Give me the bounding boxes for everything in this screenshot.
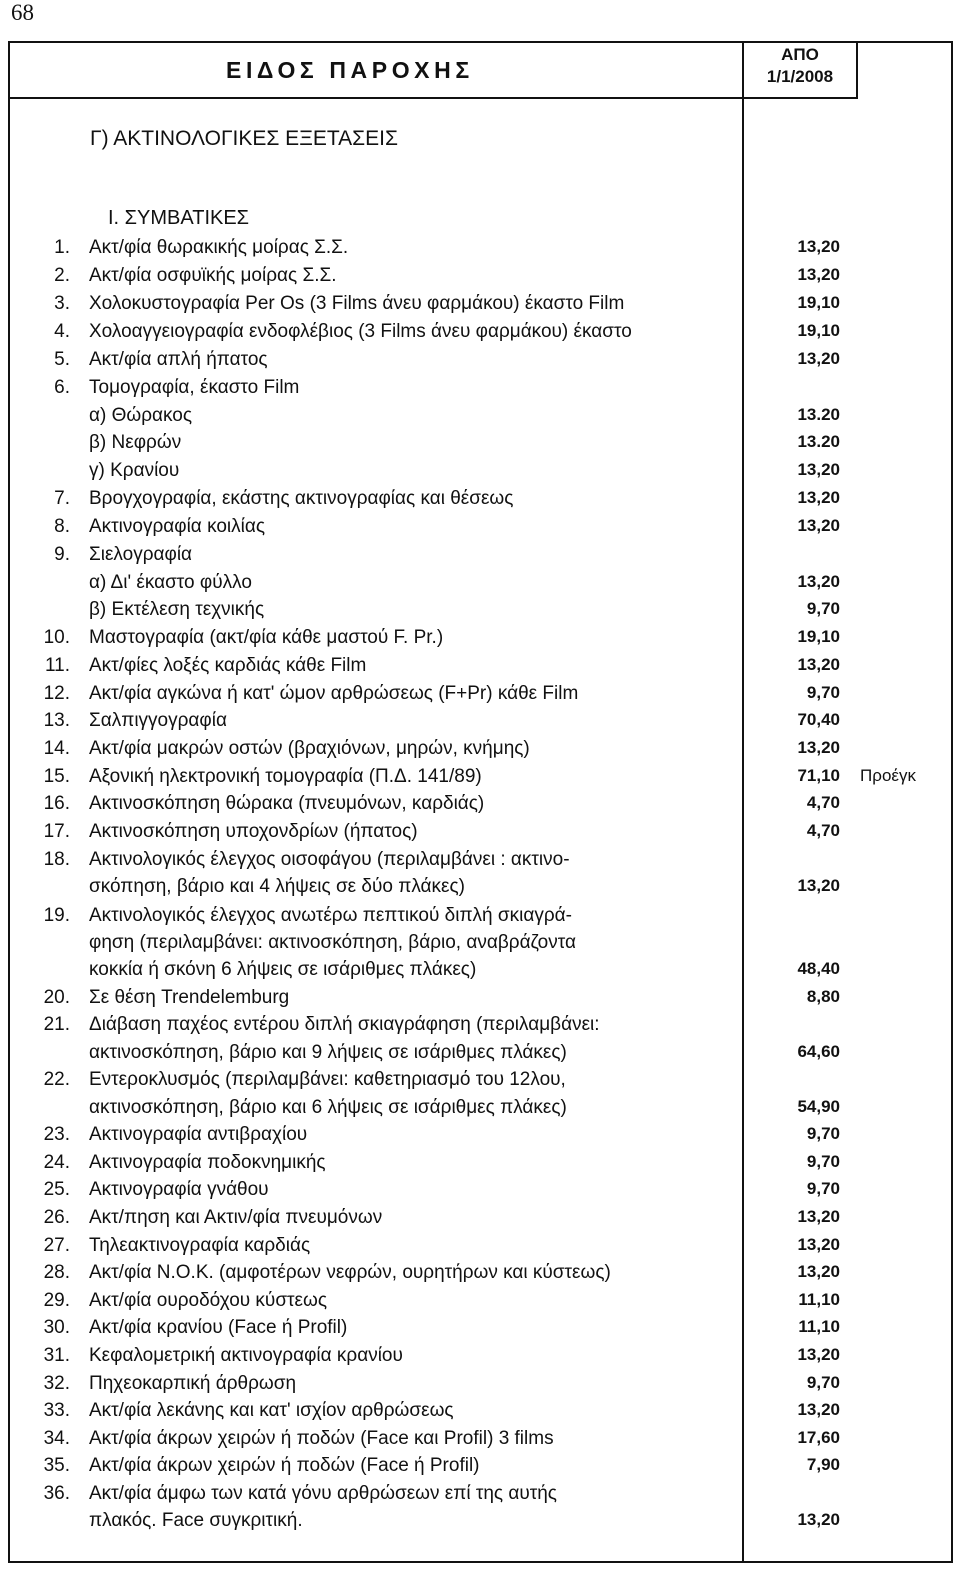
table-row bbox=[0, 905, 960, 932]
table-row bbox=[0, 1207, 960, 1234]
item-number: 29. bbox=[43, 1290, 70, 1311]
item-price: 64,60 bbox=[797, 1042, 840, 1061]
item-price: 19,10 bbox=[797, 627, 840, 646]
item-number: 18. bbox=[43, 849, 70, 870]
item-number: 35. bbox=[43, 1455, 70, 1476]
item-number: 16. bbox=[43, 793, 70, 814]
table-row bbox=[0, 1262, 960, 1289]
item-price: 13.20 bbox=[797, 405, 840, 424]
item-description: ακτινοσκόπηση, βάριο και 9 λήψεις σε ισάριθμες πλάκες) bbox=[89, 1042, 567, 1063]
item-description: Ακτινοσκόπηση υποχονδρίων (ήπατος) bbox=[89, 821, 418, 842]
table-row bbox=[0, 1179, 960, 1206]
table-row bbox=[0, 544, 960, 571]
item-price: 13,20 bbox=[797, 349, 840, 368]
table-row bbox=[0, 655, 960, 682]
column-heading-apo bbox=[744, 44, 856, 88]
table-row bbox=[0, 849, 960, 876]
item-price: 71,10 bbox=[797, 766, 840, 785]
table-row bbox=[0, 1428, 960, 1455]
item-price: 13,20 bbox=[797, 1510, 840, 1529]
table-row bbox=[0, 321, 960, 348]
item-description: Διάβαση παχέος εντέρου διπλή σκιαγράφηση (περιλαμβάνει: bbox=[89, 1014, 600, 1035]
table-row bbox=[0, 766, 960, 793]
item-description: Ακτινογραφία ποδοκνημικής bbox=[89, 1152, 326, 1173]
item-description: Σε θέση Trendelemburg bbox=[89, 987, 290, 1008]
item-description: κοκκία ή σκόνη 6 λήψεις σε ισάριθμες πλάκες) bbox=[89, 959, 477, 980]
item-description: Χολοαγγειογραφία ενδοφλέβιος (3 Films άνευ φαρμάκου) έκαστο bbox=[89, 321, 632, 342]
table-row bbox=[0, 710, 960, 737]
table-row bbox=[0, 1483, 960, 1510]
item-description: α) Θώρακος bbox=[89, 405, 192, 426]
item-number: 30. bbox=[43, 1317, 70, 1338]
item-number: 14. bbox=[43, 738, 70, 759]
item-note: Προέγκ bbox=[860, 766, 916, 785]
item-description: Ακτ/φία Ν.Ο.Κ. (αμφοτέρων νεφρών, ουρητήρων και κύστεως) bbox=[89, 1262, 611, 1283]
table-row bbox=[0, 876, 960, 903]
item-number: 32. bbox=[43, 1373, 70, 1394]
item-number: 24. bbox=[43, 1152, 70, 1173]
item-price: 7,90 bbox=[806, 1455, 840, 1474]
item-number: 17. bbox=[43, 821, 70, 842]
table-row bbox=[0, 1373, 960, 1400]
item-price: 13,20 bbox=[797, 655, 840, 674]
apo-label: ΑΠΟ bbox=[781, 45, 819, 64]
item-number: 31. bbox=[43, 1345, 70, 1366]
item-description: σκόπηση, βάριο και 4 λήψεις σε δύο πλάκες) bbox=[89, 876, 465, 897]
column-divider bbox=[856, 41, 858, 99]
subsection-title: Ι. ΣΥΜΒΑΤΙΚΕΣ bbox=[108, 207, 250, 229]
item-number: 5. bbox=[54, 349, 70, 370]
page-number: 68 bbox=[11, 0, 34, 25]
item-description: Ακτινολογικός έλεγχος ανωτέρω πεπτικού διπλή σκιαγρά- bbox=[89, 905, 572, 926]
item-description: Τομογραφία, έκαστο Film bbox=[89, 377, 300, 398]
table-row bbox=[0, 1042, 960, 1069]
item-description: Ακτινολογικός έλεγχος οισοφάγου (περιλαμβάνει : ακτινο- bbox=[89, 849, 570, 870]
table-row bbox=[0, 293, 960, 320]
table-row bbox=[0, 265, 960, 292]
item-description: Ακτ/φίες λοξές καρδιάς κάθε Film bbox=[89, 655, 367, 676]
column-heading-kind: ΕΙΔΟΣ ΠΑΡΟΧΗΣ bbox=[226, 57, 474, 83]
item-price: 9,70 bbox=[806, 599, 840, 618]
item-description: Ακτ/φία άμφω των κατά γόνυ αρθρώσεων επί της αυτής bbox=[89, 1483, 557, 1504]
table-row bbox=[0, 1014, 960, 1041]
item-description: Ακτ/φία λεκάνης και κατ' ισχίον αρθρώσεως bbox=[89, 1400, 454, 1421]
item-price: 13,20 bbox=[797, 1262, 840, 1281]
item-number: 12. bbox=[43, 683, 70, 704]
item-description: Ακτ/φία οσφυϊκής μοίρας Σ.Σ. bbox=[89, 265, 337, 286]
item-description: Τηλεακτινογραφία καρδιάς bbox=[89, 1235, 311, 1256]
item-description: Ακτ/φία αγκώνα ή κατ' ώμον αρθρώσεως (F+Pr) κάθε Film bbox=[89, 683, 579, 704]
item-number: 6. bbox=[54, 377, 70, 398]
item-number: 3. bbox=[54, 293, 70, 314]
table-row bbox=[0, 793, 960, 820]
item-number: 4. bbox=[54, 321, 70, 342]
item-description: β) Νεφρών bbox=[89, 432, 182, 453]
table-row bbox=[0, 1317, 960, 1344]
item-price: 9,70 bbox=[806, 1179, 840, 1198]
item-price: 9,70 bbox=[806, 1373, 840, 1392]
item-number: 13. bbox=[43, 710, 70, 731]
table-row bbox=[0, 1152, 960, 1179]
item-description: Βρογχογραφία, εκάστης ακτινογραφίας και θέσεως bbox=[89, 488, 514, 509]
item-price: 13,20 bbox=[797, 265, 840, 284]
item-price: 13,20 bbox=[797, 460, 840, 479]
apo-date: 1/1/2008 bbox=[766, 67, 834, 86]
item-description: Μαστογραφία (ακτ/φία κάθε μαστού F. Pr.) bbox=[89, 627, 444, 648]
item-number: 23. bbox=[43, 1124, 70, 1145]
table-row bbox=[0, 349, 960, 376]
item-description: Αξονική ηλεκτρονική τομογραφία (Π.Δ. 141/89) bbox=[89, 766, 482, 787]
item-number: 9. bbox=[54, 544, 70, 565]
item-price: 70,40 bbox=[797, 710, 840, 729]
table-row bbox=[0, 1455, 960, 1482]
table-row bbox=[0, 932, 960, 959]
item-description: γ) Κρανίου bbox=[89, 460, 180, 481]
item-price: 13,20 bbox=[797, 1235, 840, 1254]
item-description: Χολοκυστογραφία Per Os (3 Films άνευ φαρμάκου) έκαστο Film bbox=[89, 293, 625, 314]
table-row bbox=[0, 1235, 960, 1262]
item-description: Ακτ/πηση και Ακτιν/φία πνευμόνων bbox=[89, 1207, 383, 1228]
item-description: φηση (περιλαμβάνει: ακτινοσκόπηση, βάριο, αναβράζοντα bbox=[89, 932, 576, 953]
table-row bbox=[0, 1069, 960, 1096]
table-row bbox=[0, 683, 960, 710]
item-price: 13,20 bbox=[797, 516, 840, 535]
item-price: 9,70 bbox=[806, 1152, 840, 1171]
item-number: 8. bbox=[54, 516, 70, 537]
item-description: πλακός. Face συγκριτική. bbox=[89, 1510, 303, 1531]
item-price: 13,20 bbox=[797, 572, 840, 591]
item-description: β) Εκτέλεση τεχνικής bbox=[89, 599, 265, 620]
item-price: 13,20 bbox=[797, 876, 840, 895]
item-number: 28. bbox=[43, 1262, 70, 1283]
table-row bbox=[0, 1400, 960, 1427]
table-row bbox=[0, 627, 960, 654]
header-divider bbox=[8, 97, 858, 99]
item-price: 11,10 bbox=[798, 1290, 840, 1309]
item-description: Ακτ/φία απλή ήπατος bbox=[89, 349, 268, 370]
item-description: Κεφαλομετρική ακτινογραφία κρανίου bbox=[89, 1345, 403, 1366]
item-description: Σαλπιγγογραφία bbox=[89, 710, 227, 731]
item-price: 4,70 bbox=[806, 821, 840, 840]
table-row bbox=[0, 237, 960, 264]
item-number: 10. bbox=[43, 627, 70, 648]
table-row bbox=[0, 405, 960, 432]
item-price: 13,20 bbox=[797, 1400, 840, 1419]
item-number: 22. bbox=[43, 1069, 70, 1090]
item-number: 11. bbox=[44, 655, 70, 676]
item-description: ακτινοσκόπηση, βάριο και 6 λήψεις σε ισάριθμες πλάκες) bbox=[89, 1097, 567, 1118]
table-row bbox=[0, 1124, 960, 1151]
item-price: 13,20 bbox=[797, 237, 840, 256]
item-price: 4,70 bbox=[806, 793, 840, 812]
item-price: 13.20 bbox=[797, 432, 840, 451]
table-row bbox=[0, 987, 960, 1014]
item-number: 27. bbox=[43, 1235, 70, 1256]
item-price: 13,20 bbox=[797, 738, 840, 757]
item-price: 48,40 bbox=[797, 959, 840, 978]
table-row bbox=[0, 516, 960, 543]
item-number: 1. bbox=[54, 237, 70, 258]
table-row bbox=[0, 1097, 960, 1124]
item-number: 2. bbox=[54, 265, 70, 286]
item-price: 13,20 bbox=[797, 1345, 840, 1364]
item-price: 17,60 bbox=[797, 1428, 840, 1447]
item-number: 15. bbox=[43, 766, 70, 787]
table-row bbox=[0, 599, 960, 626]
item-number: 34. bbox=[43, 1428, 70, 1449]
table-row bbox=[0, 460, 960, 487]
table-row bbox=[0, 432, 960, 459]
table-row bbox=[0, 572, 960, 599]
item-number: 7. bbox=[54, 488, 70, 509]
item-description: Ακτ/φία κρανίου (Face ή Profil) bbox=[89, 1317, 348, 1338]
item-description: Ακτ/φία άκρων χειρών ή ποδών (Face και Profil) 3 films bbox=[89, 1428, 554, 1449]
item-number: 20. bbox=[43, 987, 70, 1008]
item-price: 11,10 bbox=[798, 1317, 840, 1336]
item-description: Πηχεοκαρπική άρθρωση bbox=[89, 1373, 297, 1394]
item-description: Εντεροκλυσμός (περιλαμβάνει: καθετηριασμό του 12λου, bbox=[89, 1069, 566, 1090]
table-row bbox=[0, 738, 960, 765]
item-number: 26. bbox=[43, 1207, 70, 1228]
table-row bbox=[0, 1510, 960, 1537]
item-description: Ακτινογραφία γνάθου bbox=[89, 1179, 269, 1200]
item-description: Ακτ/φία άκρων χειρών ή ποδών (Face ή Profil) bbox=[89, 1455, 480, 1476]
section-title: Γ) ΑΚΤΙΝΟΛΟΓΙΚΕΣ ΕΞΕΤΑΣΕΙΣ bbox=[90, 127, 398, 150]
item-description: Ακτινογραφία κοιλίας bbox=[89, 516, 265, 537]
item-description: Ακτ/φία ουροδόχου κύστεως bbox=[89, 1290, 328, 1311]
item-description: Σιελογραφία bbox=[89, 544, 193, 565]
item-description: Ακτινοσκόπηση θώρακα (πνευμόνων, καρδιάς) bbox=[89, 793, 485, 814]
item-price: 13,20 bbox=[797, 488, 840, 507]
item-number: 19. bbox=[43, 905, 70, 926]
item-number: 36. bbox=[43, 1483, 70, 1504]
item-number: 33. bbox=[43, 1400, 70, 1421]
item-price: 19,10 bbox=[797, 321, 840, 340]
item-price: 13,20 bbox=[797, 1207, 840, 1226]
item-description: Ακτινογραφία αντιβραχίου bbox=[89, 1124, 308, 1145]
item-number: 25. bbox=[43, 1179, 70, 1200]
item-number: 21. bbox=[43, 1014, 70, 1035]
table-row bbox=[0, 488, 960, 515]
item-price: 9,70 bbox=[806, 683, 840, 702]
item-price: 54,90 bbox=[797, 1097, 840, 1116]
item-description: Ακτ/φία θωρακικής μοίρας Σ.Σ. bbox=[89, 237, 349, 258]
table-row bbox=[0, 1345, 960, 1372]
table-row bbox=[0, 1290, 960, 1317]
table-row bbox=[0, 959, 960, 986]
table-row bbox=[0, 377, 960, 404]
item-description: Ακτ/φία μακρών οστών (βραχιόνων, μηρών, κνήμης) bbox=[89, 738, 530, 759]
item-description: α) Δι' έκαστο φύλλο bbox=[89, 572, 252, 593]
table-row bbox=[0, 821, 960, 848]
item-price: 8,80 bbox=[806, 987, 840, 1006]
item-price: 9,70 bbox=[806, 1124, 840, 1143]
item-price: 19,10 bbox=[797, 293, 840, 312]
